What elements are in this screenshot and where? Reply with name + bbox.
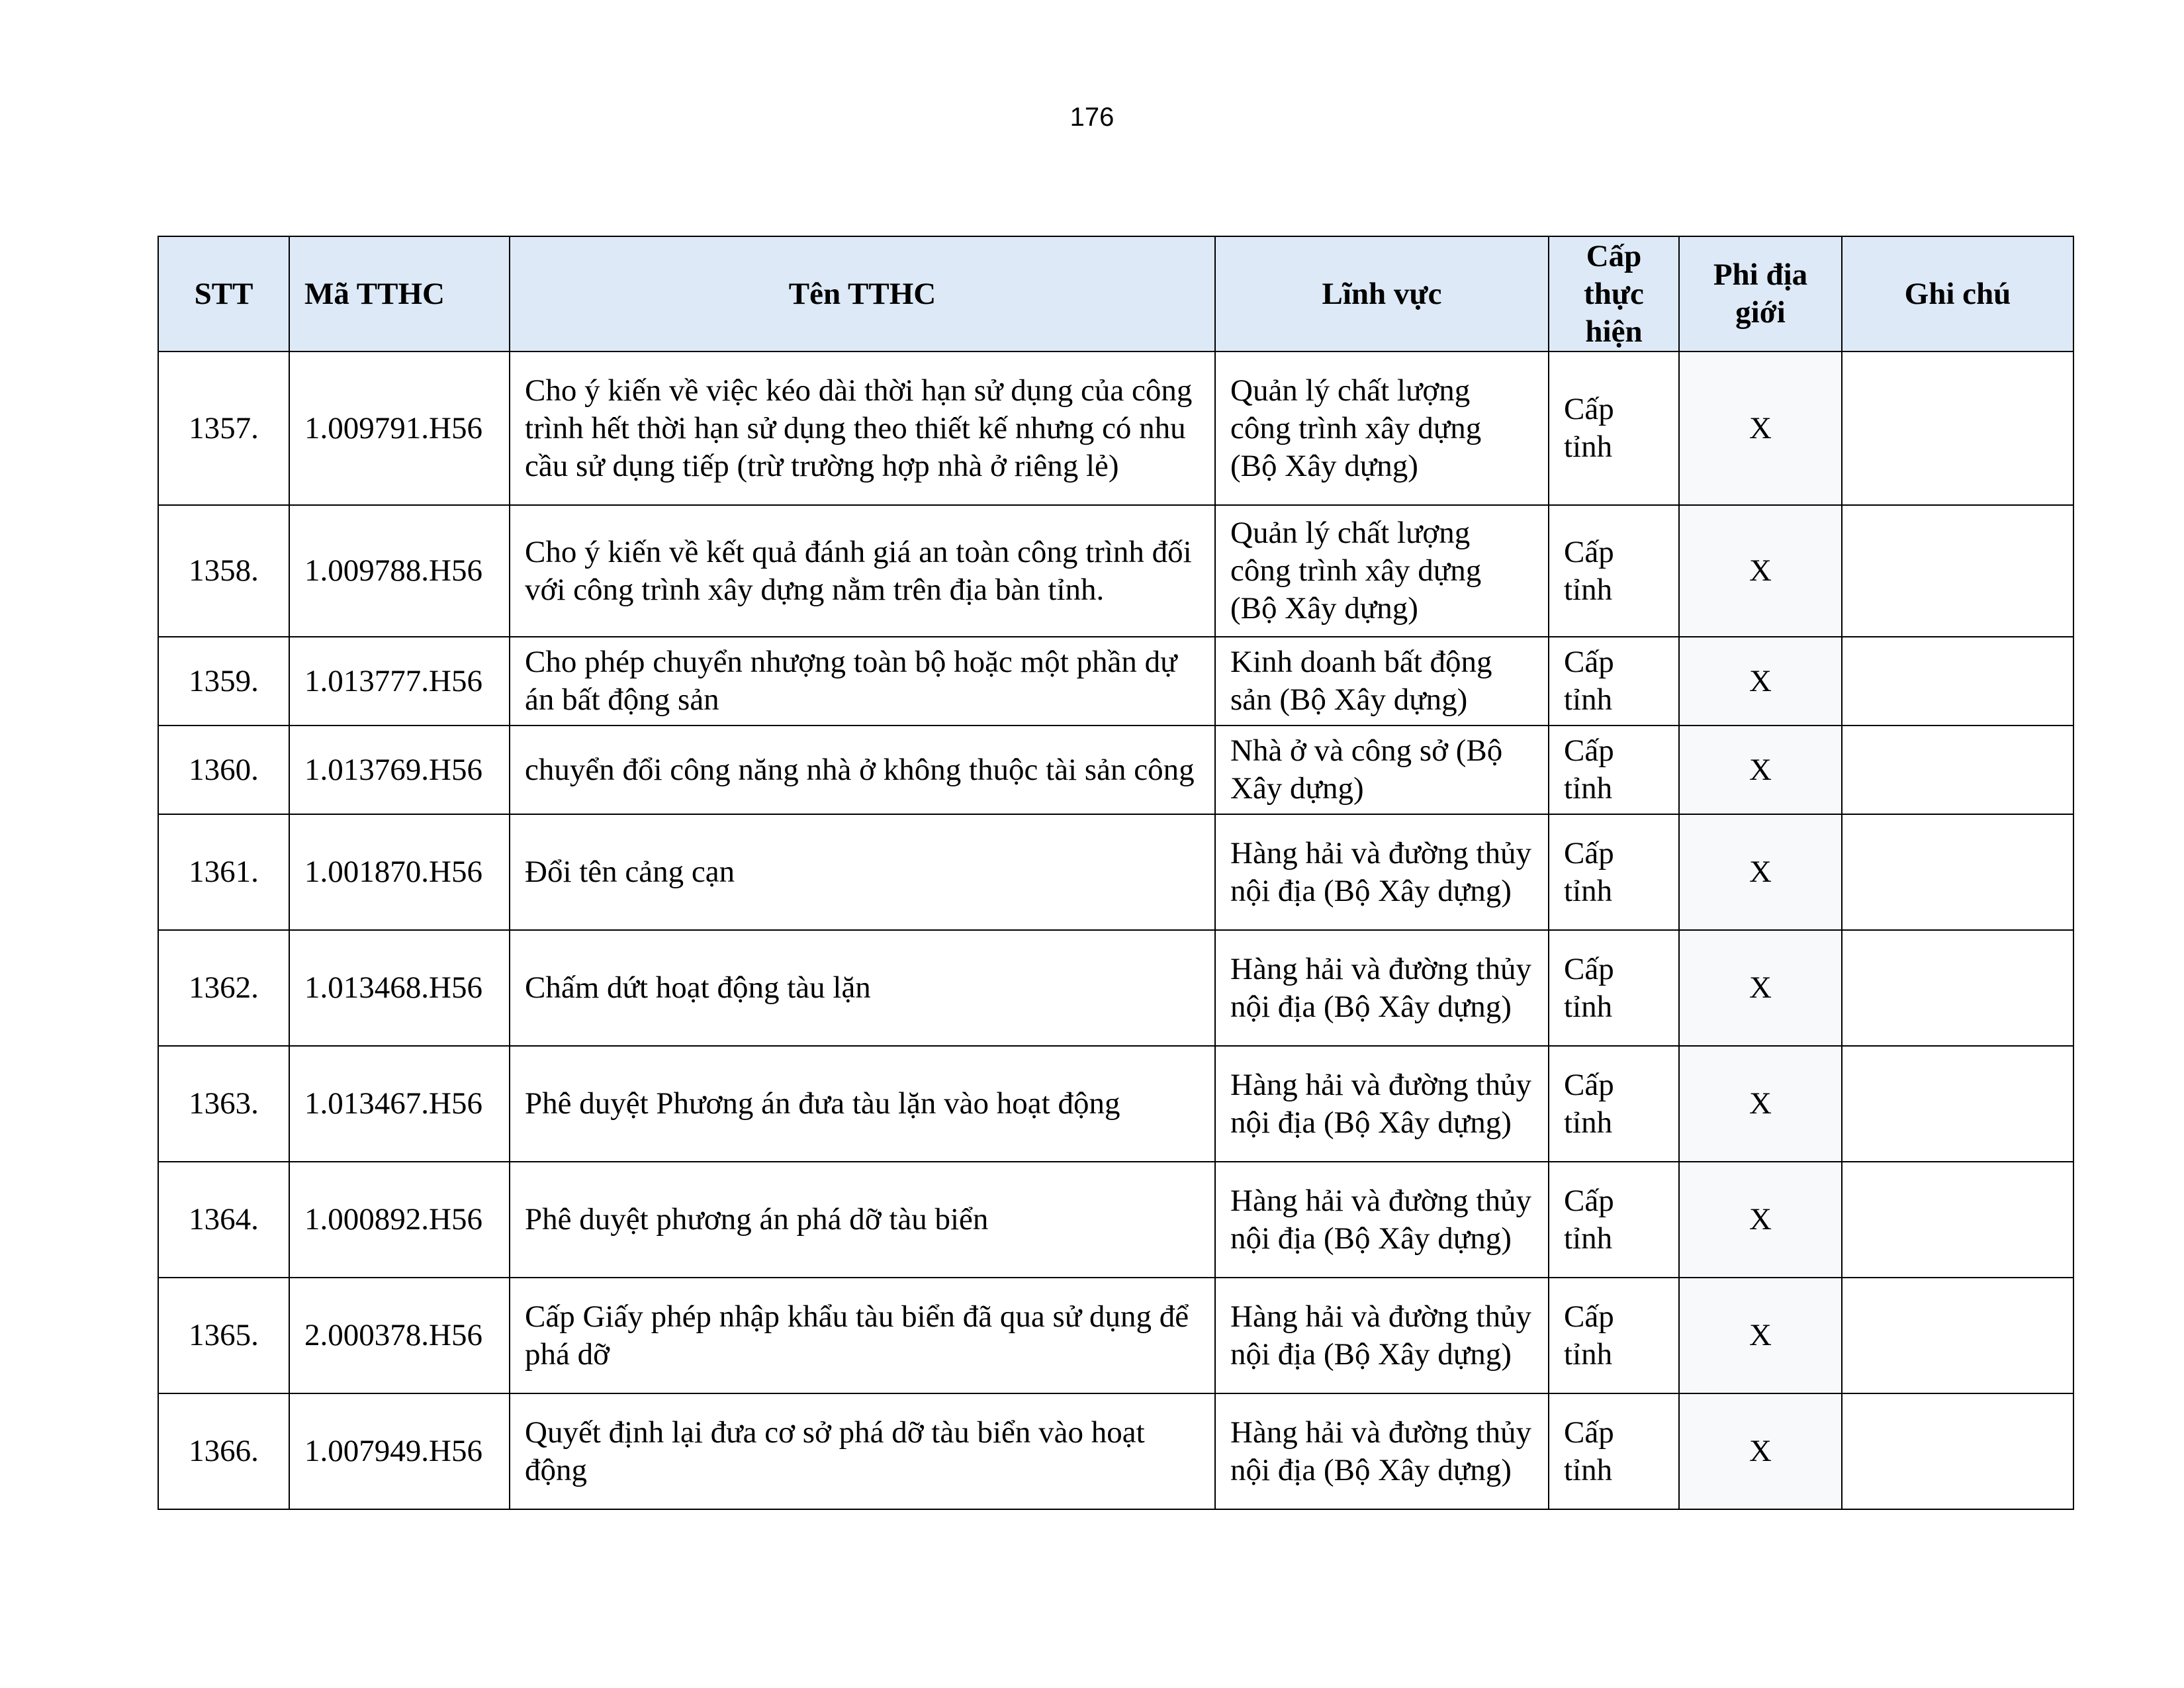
cell-stt: 1360. [158,726,289,814]
cell-name: Cho ý kiến về kết quả đánh giá an toàn công trình đối với công trình xây dựng nằm trên địa bàn tỉnh. [510,505,1215,637]
cell-name: Cho phép chuyển nhượng toàn bộ hoặc một phần dự án bất động sản [510,637,1215,726]
header-linh-vuc: Lĩnh vực [1215,236,1549,352]
cell-phi: X [1679,726,1842,814]
cell-note [1842,1162,2073,1278]
cell-note [1842,1278,2073,1393]
cell-code: 1.009788.H56 [289,505,510,637]
cell-code: 1.007949.H56 [289,1393,510,1509]
table-row [158,1393,2073,1509]
cell-phi: X [1679,1046,1842,1162]
cell-level: Cấp tỉnh [1549,352,1679,505]
cell-note [1842,1046,2073,1162]
cell-stt: 1364. [158,1162,289,1278]
table-row [158,726,2073,814]
table-row [158,505,2073,637]
cell-name: Cấp Giấy phép nhập khẩu tàu biển đã qua sử dụng để phá dỡ [510,1278,1215,1393]
cell-phi: X [1679,930,1842,1046]
cell-stt: 1361. [158,814,289,930]
cell-code: 1.009791.H56 [289,352,510,505]
header-phi-dia-gioi: Phi địa giới [1679,236,1842,352]
procedure-table [158,236,2074,1510]
header-ghi-chu: Ghi chú [1842,236,2073,352]
header-cap-thuc-hien: Cấp thực hiện [1549,236,1679,352]
cell-phi: X [1679,352,1842,505]
cell-code: 1.013777.H56 [289,637,510,726]
table-row [158,637,2073,726]
cell-stt: 1359. [158,637,289,726]
cell-stt: 1366. [158,1393,289,1509]
cell-phi: X [1679,1278,1842,1393]
header-stt: STT [158,236,289,352]
cell-field: Hàng hải và đường thủy nội địa (Bộ Xây dựng) [1215,1046,1549,1162]
cell-phi: X [1679,1393,1842,1509]
cell-level: Cấp tỉnh [1549,726,1679,814]
cell-field: Quản lý chất lượng công trình xây dựng (Bộ Xây dựng) [1215,352,1549,505]
cell-level: Cấp tỉnh [1549,1393,1679,1509]
cell-field: Hàng hải và đường thủy nội địa (Bộ Xây dựng) [1215,1278,1549,1393]
table-row [158,1046,2073,1162]
cell-code: 2.000378.H56 [289,1278,510,1393]
header-ten-tthc: Tên TTHC [510,236,1215,352]
cell-code: 1.001870.H56 [289,814,510,930]
cell-code: 1.013468.H56 [289,930,510,1046]
cell-note [1842,930,2073,1046]
cell-level: Cấp tỉnh [1549,1162,1679,1278]
cell-level: Cấp tỉnh [1549,1046,1679,1162]
cell-field: Quản lý chất lượng công trình xây dựng (Bộ Xây dựng) [1215,505,1549,637]
cell-stt: 1363. [158,1046,289,1162]
cell-note [1842,814,2073,930]
cell-field: Hàng hải và đường thủy nội địa (Bộ Xây dựng) [1215,1393,1549,1509]
table-row [158,814,2073,930]
cell-stt: 1358. [158,505,289,637]
cell-level: Cấp tỉnh [1549,505,1679,637]
cell-field: Kinh doanh bất động sản (Bộ Xây dựng) [1215,637,1549,726]
cell-name: Đổi tên cảng cạn [510,814,1215,930]
cell-field: Hàng hải và đường thủy nội địa (Bộ Xây dựng) [1215,1162,1549,1278]
cell-level: Cấp tỉnh [1549,930,1679,1046]
cell-phi: X [1679,505,1842,637]
page-number: 176 [1069,103,1115,132]
cell-stt: 1362. [158,930,289,1046]
cell-note [1842,352,2073,505]
cell-note [1842,726,2073,814]
cell-note [1842,637,2073,726]
cell-phi: X [1679,1162,1842,1278]
cell-name: Phê duyệt phương án phá dỡ tàu biển [510,1162,1215,1278]
cell-name: Phê duyệt Phương án đưa tàu lặn vào hoạt động [510,1046,1215,1162]
cell-phi: X [1679,637,1842,726]
table-header-row [158,236,2073,352]
cell-stt: 1365. [158,1278,289,1393]
cell-field: Hàng hải và đường thủy nội địa (Bộ Xây dựng) [1215,814,1549,930]
cell-name: Quyết định lại đưa cơ sở phá dỡ tàu biển vào hoạt động [510,1393,1215,1509]
table-row [158,1278,2073,1393]
cell-code: 1.013467.H56 [289,1046,510,1162]
cell-phi: X [1679,814,1842,930]
table-row [158,930,2073,1046]
cell-note [1842,1393,2073,1509]
cell-code: 1.000892.H56 [289,1162,510,1278]
cell-name: chuyển đổi công năng nhà ở không thuộc tài sản công [510,726,1215,814]
cell-stt: 1357. [158,352,289,505]
cell-name: Chấm dứt hoạt động tàu lặn [510,930,1215,1046]
cell-field: Hàng hải và đường thủy nội địa (Bộ Xây dựng) [1215,930,1549,1046]
cell-level: Cấp tỉnh [1549,814,1679,930]
cell-name: Cho ý kiến về việc kéo dài thời hạn sử dụng của công trình hết thời hạn sử dụng theo thiết kế nhưng có nhu cầu sử dụng tiếp (trừ trường hợp nhà ở riêng lẻ) [510,352,1215,505]
cell-level: Cấp tỉnh [1549,1278,1679,1393]
cell-note [1842,505,2073,637]
cell-code: 1.013769.H56 [289,726,510,814]
cell-field: Nhà ở và công sở (Bộ Xây dựng) [1215,726,1549,814]
table-row [158,352,2073,505]
header-ma-tthc: Mã TTHC [289,236,510,352]
table-row [158,1162,2073,1278]
cell-level: Cấp tỉnh [1549,637,1679,726]
